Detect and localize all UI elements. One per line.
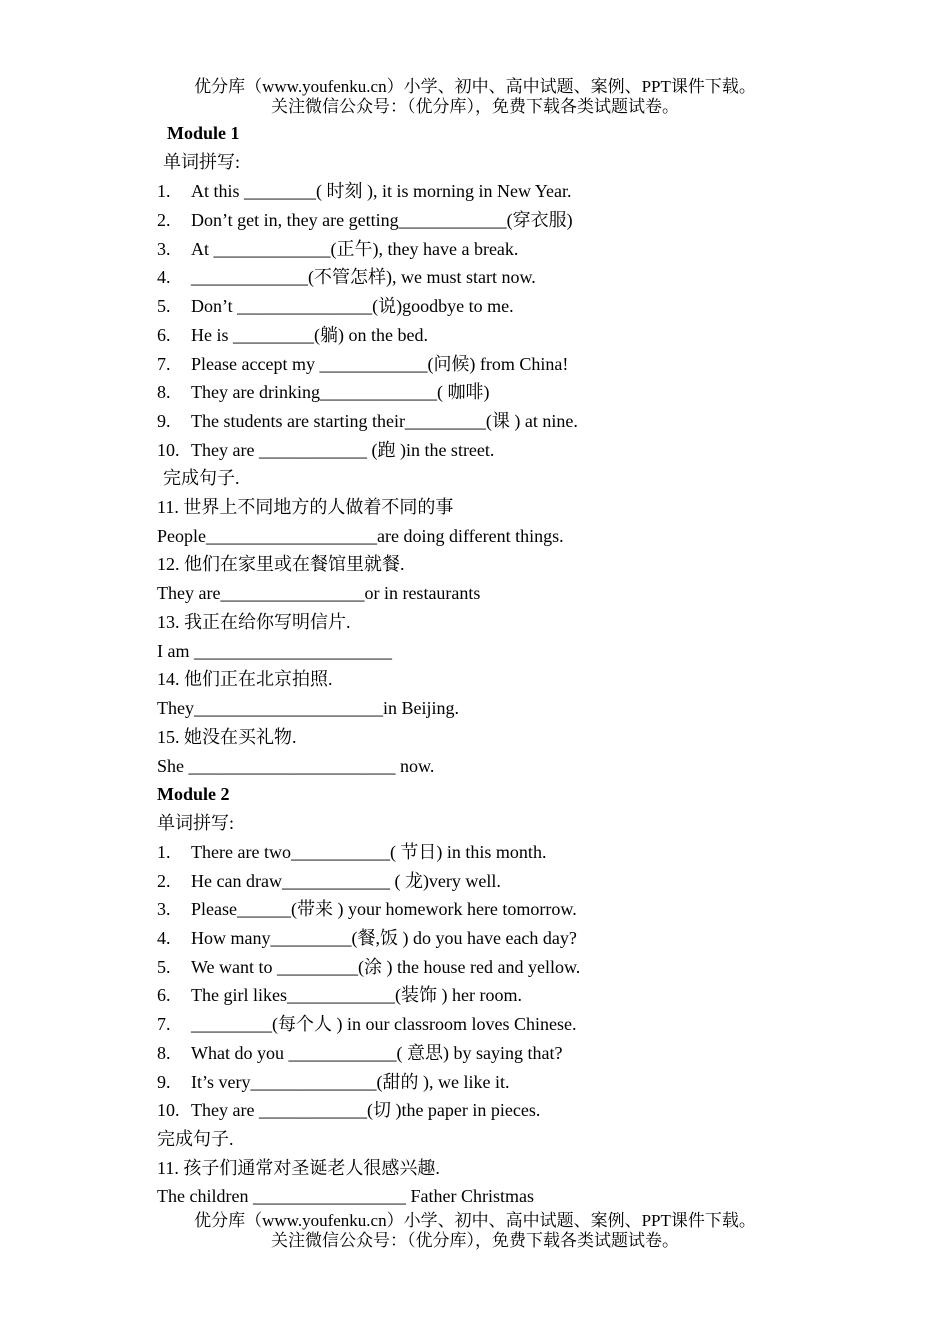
- m1-spelling-item: [157, 410, 578, 432]
- header-banner: [0, 77, 950, 117]
- footer-line-2: 关注微信公众号：（优分库），免费下载各类试题试卷。: [271, 1231, 679, 1250]
- module1-complete-heading: 完成句子.: [163, 468, 240, 488]
- m2-spelling-item: [157, 956, 580, 978]
- item-number: 10.: [157, 1100, 180, 1120]
- item-text: Please______(带来 ) your homework here tomorrow.: [191, 899, 577, 919]
- item-text: At this ________( 时刻 ), it is morning in New Year.: [191, 181, 572, 201]
- module2-title: Module 2: [157, 784, 230, 804]
- m1-spelling-item: [157, 353, 568, 375]
- item-number: 9.: [157, 411, 171, 431]
- item-text: What do you ____________( 意思) by saying that?: [191, 1043, 563, 1063]
- m1-spelling-item: [157, 266, 536, 288]
- item-text: The girl likes____________(装饰 ) her room.: [191, 985, 522, 1005]
- item-number: 5.: [157, 296, 171, 316]
- item-number: 5.: [157, 957, 171, 977]
- item-number: 8.: [157, 382, 171, 402]
- m2-sentence-prompt: 11. 孩子们通常对圣诞老人很感兴趣.: [157, 1158, 440, 1178]
- m2-spelling-item: [157, 841, 546, 863]
- m1-spelling-item: [157, 180, 572, 202]
- item-text: We want to _________(涂 ) the house red and yellow.: [191, 957, 581, 977]
- item-number: 7.: [157, 1014, 171, 1034]
- m1-spelling-item: [157, 295, 514, 317]
- item-number: 7.: [157, 354, 171, 374]
- item-number: 6.: [157, 985, 171, 1005]
- item-text: Please accept my ____________(问候) from China!: [191, 354, 569, 374]
- item-number: 9.: [157, 1072, 171, 1092]
- m2-spelling-item: [157, 927, 577, 949]
- item-text: They are ____________(切 )the paper in pieces.: [191, 1100, 541, 1120]
- module2-complete-heading: 完成句子.: [157, 1129, 234, 1149]
- module1-spelling-heading: 单词拼写:: [163, 152, 241, 172]
- m1-sentence-answer: She _______________________ now.: [157, 756, 435, 776]
- m2-spelling-item: [157, 1042, 562, 1064]
- m1-sentence-prompt: 14. 他们正在北京拍照.: [157, 669, 333, 689]
- m1-sentence-prompt: 12. 他们在家里或在餐馆里就餐.: [157, 554, 405, 574]
- item-number: 8.: [157, 1043, 171, 1063]
- item-text: They are ____________ (跑 )in the street.: [191, 440, 495, 460]
- m2-spelling-item: [157, 870, 501, 892]
- m2-spelling-item: [157, 1071, 509, 1093]
- m1-sentence-prompt: 13. 我正在给你写明信片.: [157, 612, 351, 632]
- m2-spelling-item: [157, 898, 577, 920]
- item-text: They are drinking_____________( 咖啡): [191, 382, 490, 402]
- module2-spelling-heading: 单词拼写:: [157, 813, 235, 833]
- m1-spelling-item: [157, 324, 428, 346]
- header-line-1: 优分库（www.youfenku.cn）小学、初中、高中试题、案例、PPT课件下载。: [194, 77, 756, 96]
- item-number: 1.: [157, 181, 171, 201]
- item-text: He is _________(躺) on the bed.: [191, 325, 428, 345]
- m1-sentence-answer: People___________________are doing different things.: [157, 526, 564, 546]
- m2-sentence-answer: The children _________________ Father Christmas: [157, 1186, 534, 1206]
- item-text: The students are starting their_________(课 ) at nine.: [191, 411, 578, 431]
- item-number: 2.: [157, 210, 171, 230]
- item-text: Don’t get in, they are getting____________(穿衣服): [191, 210, 573, 230]
- item-number: 3.: [157, 899, 171, 919]
- item-number: 3.: [157, 239, 171, 259]
- footer-banner: [0, 1211, 950, 1251]
- m2-spelling-item: [157, 984, 522, 1006]
- m1-sentence-answer: They_____________________in Beijing.: [157, 698, 459, 718]
- module1-title: Module 1: [167, 123, 240, 143]
- m1-sentence-answer: They are________________or in restaurants: [157, 583, 481, 603]
- item-text: At _____________(正午), they have a break.: [191, 239, 519, 259]
- m1-spelling-item: [157, 238, 518, 260]
- item-number: 10.: [157, 440, 180, 460]
- item-number: 6.: [157, 325, 171, 345]
- m1-sentence-answer: I am ______________________: [157, 641, 392, 661]
- m1-spelling-item: [157, 439, 494, 461]
- m1-spelling-item: [157, 381, 489, 403]
- item-number: 1.: [157, 842, 171, 862]
- item-text: Don’t _______________(说)goodbye to me.: [191, 296, 514, 316]
- m2-spelling-item: [157, 1099, 540, 1121]
- item-text: It’s very______________(甜的 ), we like it.: [191, 1072, 510, 1092]
- item-number: 2.: [157, 871, 171, 891]
- item-text: How many_________(餐,饭 ) do you have each day?: [191, 928, 577, 948]
- item-number: 4.: [157, 928, 171, 948]
- m2-spelling-item: [157, 1013, 576, 1035]
- item-number: 4.: [157, 267, 171, 287]
- item-text: _________(每个人 ) in our classroom loves Chinese.: [191, 1014, 577, 1034]
- footer-line-1: 优分库（www.youfenku.cn）小学、初中、高中试题、案例、PPT课件下载。: [194, 1211, 756, 1230]
- m1-sentence-prompt: 11. 世界上不同地方的人做着不同的事: [157, 497, 454, 517]
- header-line-2: 关注微信公众号：（优分库），免费下载各类试题试卷。: [271, 97, 679, 116]
- m1-spelling-item: [157, 209, 573, 231]
- item-text: He can draw____________ ( 龙)very well.: [191, 871, 501, 891]
- item-text: _____________(不管怎样), we must start now.: [191, 267, 536, 287]
- item-text: There are two___________( 节日) in this month.: [191, 842, 547, 862]
- m1-sentence-prompt: 15. 她没在买礼物.: [157, 727, 297, 747]
